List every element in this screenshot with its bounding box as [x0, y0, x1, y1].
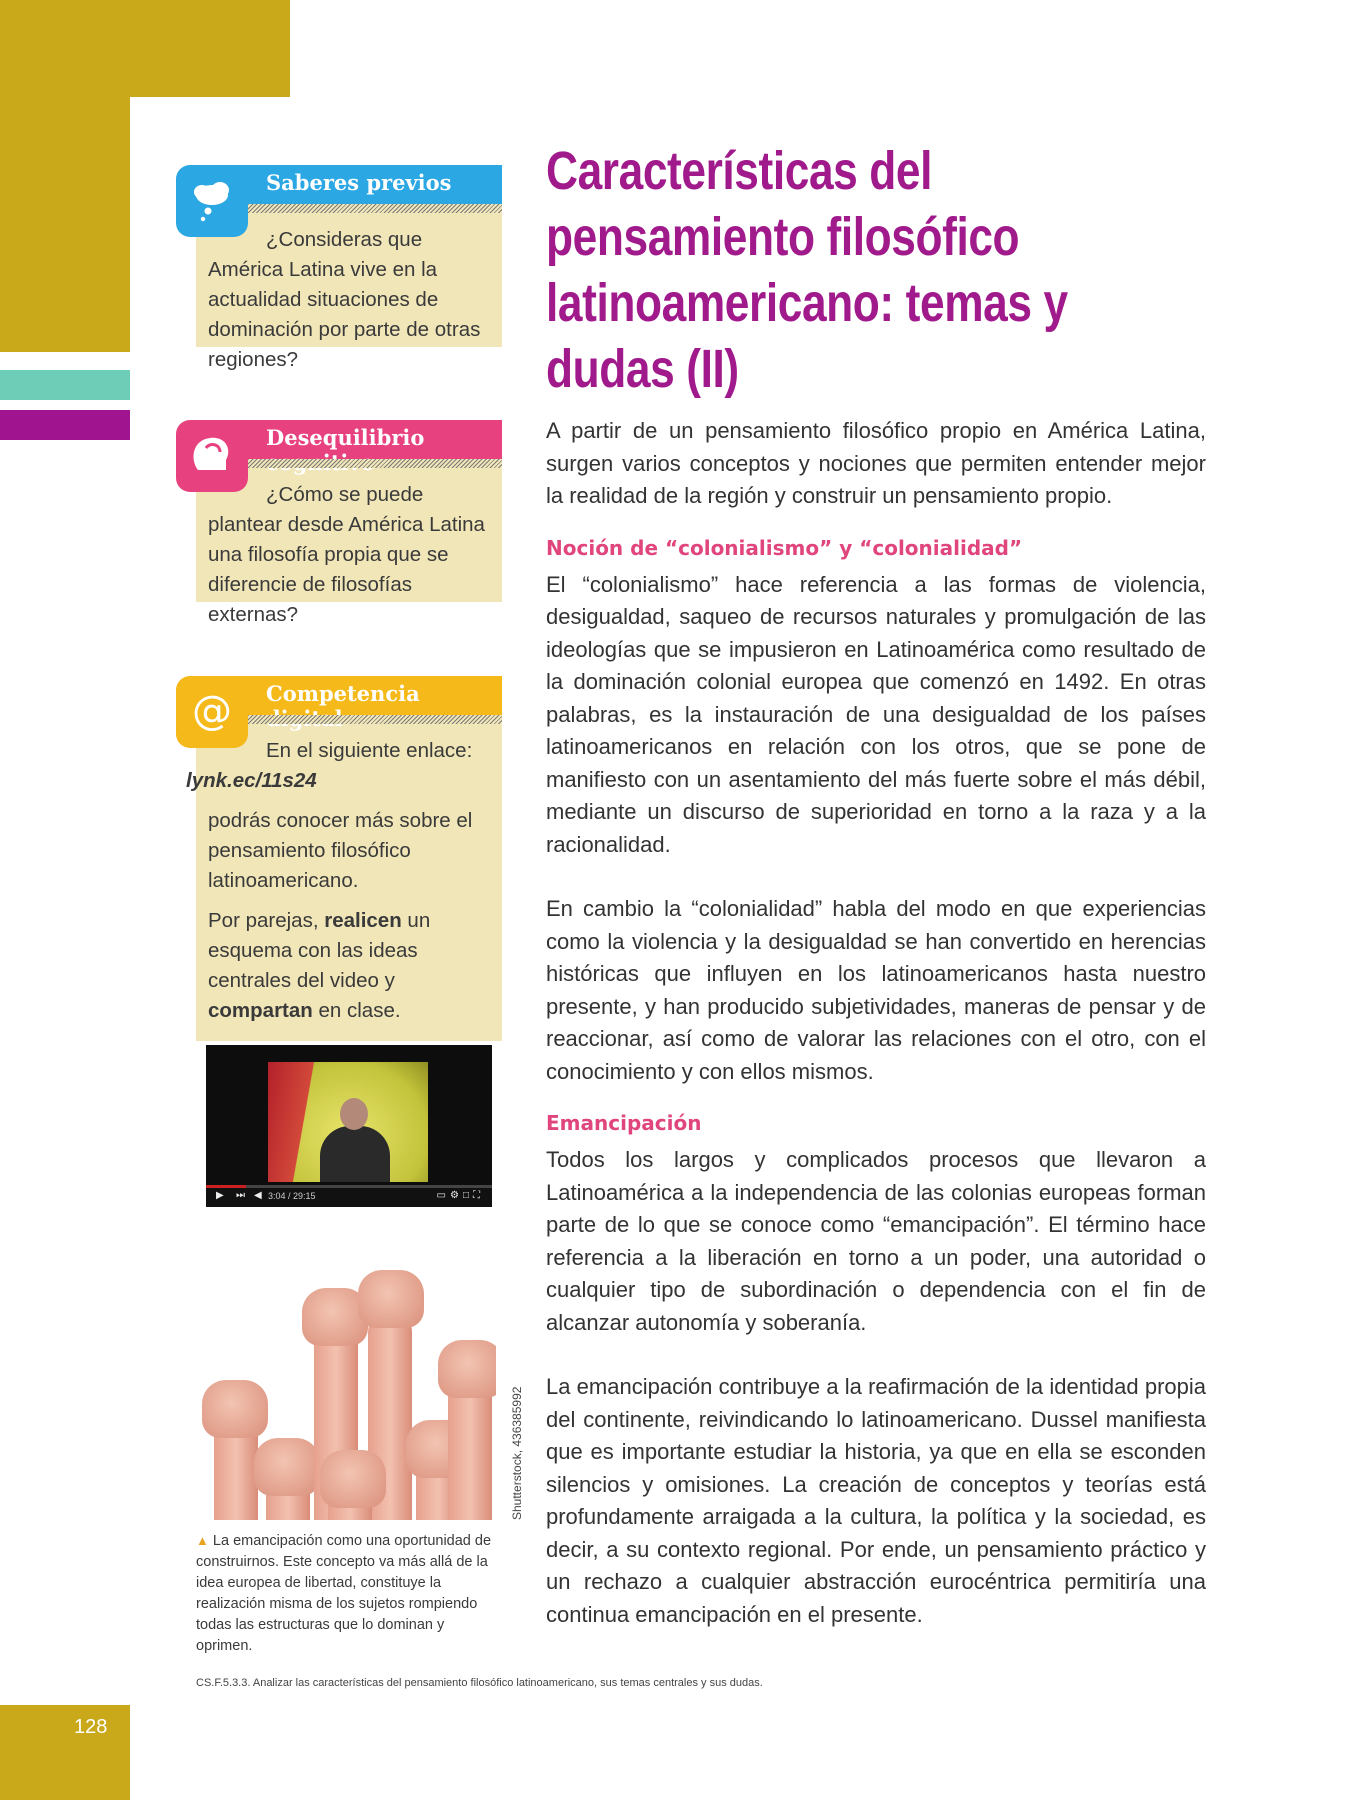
- video-time: 3:04 / 29:15: [268, 1191, 316, 1201]
- competencia-digital-box: [186, 676, 502, 1041]
- magenta-stripe: [0, 410, 130, 440]
- emancipacion-paragraph-1: Todos los largos y complicados procesos que llevaron a Latinoamérica a la independencia de las colonias europeas forman parte de lo que se conoce como “emancipación”. El término hace referencia a la liberación en torno a un poder, una autoridad o cualquier tipo de subordinación o dependencia con el fin de alcanzar autonomía y soberanía.: [546, 1147, 1206, 1335]
- at-sign-icon: [176, 676, 248, 748]
- desequilibrio-header: [196, 420, 502, 468]
- desequilibrio-question: ¿Cómo se puede plantear desde América Latina una filosofía propia que se diferencie de filosofías externas?: [208, 483, 485, 626]
- saberes-previos-box: [196, 165, 502, 371]
- intro-paragraph: A partir de un pensamiento filosófico propio en América Latina, surgen varios conceptos y nociones que permiten entender mejor la realidad de la región y construir un pensamiento propio.: [546, 418, 1206, 508]
- raised-fists-image: [196, 1270, 496, 1520]
- page-title: Características del pensamiento filosófico latinoamericano: temas y dudas (II): [546, 141, 1068, 399]
- next-icon[interactable]: ⏭: [236, 1190, 245, 1201]
- section-heading-emancipacion: Emancipación: [546, 1111, 702, 1135]
- colonialismo-paragraph: El “colonialismo” hace referencia a las formas de violencia, desigualdad, saqueo de recursos naturales y promulgación de las ideologías que se impusieron en Latinoamérica como resultado de la dominación colonial europea que comenzó en 1492. En otras palabras, es la instauración de una desigualdad de los países latinoamericanos en relación con los otros, que se pone de manifiesto con un asentamiento del más fuerte sobre el más débil, mediante un discurso de superioridad en torno a la raza y a la racionalidad.: [546, 571, 1206, 857]
- desequilibrio-title: Desequilibrio: [266, 425, 425, 450]
- saberes-previos-title: Saberes previos: [266, 170, 452, 195]
- desequilibrio-box: [196, 420, 502, 626]
- triangle-icon: ▲: [196, 1533, 209, 1548]
- video-controls: [206, 1185, 492, 1207]
- colonialidad-paragraph: En cambio la “colonialidad” habla del modo en que experiencias como la violencia y la desigualdad se han convertido en herencias históricas que influyen en los latinoamericanos hasta nuestro presente, y han producido subjetividades, maneras de pensar y de reaccionar, así como de valorar las relaciones con el otro, con el conocimiento y con ellos mismos.: [546, 896, 1206, 1084]
- thought-cloud-icon: [176, 165, 248, 237]
- competencia-link[interactable]: lynk.ec/11s24: [186, 769, 317, 792]
- skill-footnote: CS.F.5.3.3. Analizar las características del pensamiento filosófico latinoamericano, sus temas centrales y sus dudas.: [196, 1677, 763, 1689]
- play-icon[interactable]: ▶: [216, 1190, 224, 1201]
- image-caption: ▲ La emancipación como una oportunidad de construirnos. Este concepto va más allá de la idea europea de libertad, constituye la realización misma de los sujetos rompiendo todas las estructuras que lo dominan y oprimen.: [196, 1533, 492, 1654]
- competencia-digital-header: [192, 676, 502, 734]
- competencia-instructions: Por parejas, realicen un esquema con las ideas centrales del video y compartan en clase.: [208, 909, 431, 1022]
- head-thinking-icon: [176, 420, 248, 492]
- saberes-previos-header: [196, 165, 502, 213]
- image-credit: Shutterstock, 436385992: [510, 1386, 524, 1520]
- teal-stripe: [0, 370, 130, 400]
- page-number: 128: [74, 1716, 108, 1738]
- volume-icon[interactable]: ◀: [254, 1190, 262, 1201]
- gold-side-block: [0, 97, 130, 352]
- competencia-digital-title: Competencia: [266, 681, 420, 706]
- gold-corner-block: [0, 0, 290, 97]
- settings-fullscreen-icons[interactable]: ▭⚙□⛶: [436, 1190, 484, 1201]
- hatch-divider: [248, 204, 502, 213]
- section-heading-colonialismo: Noción de “colonialismo” y “colonialidad”: [546, 535, 1023, 560]
- video-player[interactable]: [206, 1045, 492, 1207]
- main-content: [546, 415, 1206, 1631]
- hatch-divider: [248, 715, 502, 724]
- svg-text:@: @: [192, 688, 232, 734]
- competencia-intro: En el siguiente enlace:: [266, 739, 473, 762]
- emancipacion-paragraph-2: La emancipación contribuye a la reafirmación de la identidad propia del continente, reivindicando lo latinoamericano. Dussel manifiesta que es importante estudiar la historia, ya que en ella se esconden silencios y omisiones. La creación de conceptos y teorías está profundamente arraigada a la cultura, la política y la sociedad, es decir, a su contexto regional. Por ende, un pensamiento práctico y un rechazo a cualquier abstracción eurocéntrica permitiría una continua emancipación en el presente.: [546, 1374, 1206, 1627]
- saberes-previos-question: ¿Consideras que América Latina vive en la actualidad situaciones de dominación por parte de otras regiones?: [208, 228, 481, 371]
- competencia-text: podrás conocer más sobre el pensamiento filosófico latinoamericano.: [208, 809, 473, 892]
- gold-footer-block: [0, 1705, 130, 1800]
- video-progress-bar[interactable]: [206, 1185, 492, 1188]
- video-thumbnail: [268, 1062, 428, 1182]
- hatch-divider: [248, 459, 502, 468]
